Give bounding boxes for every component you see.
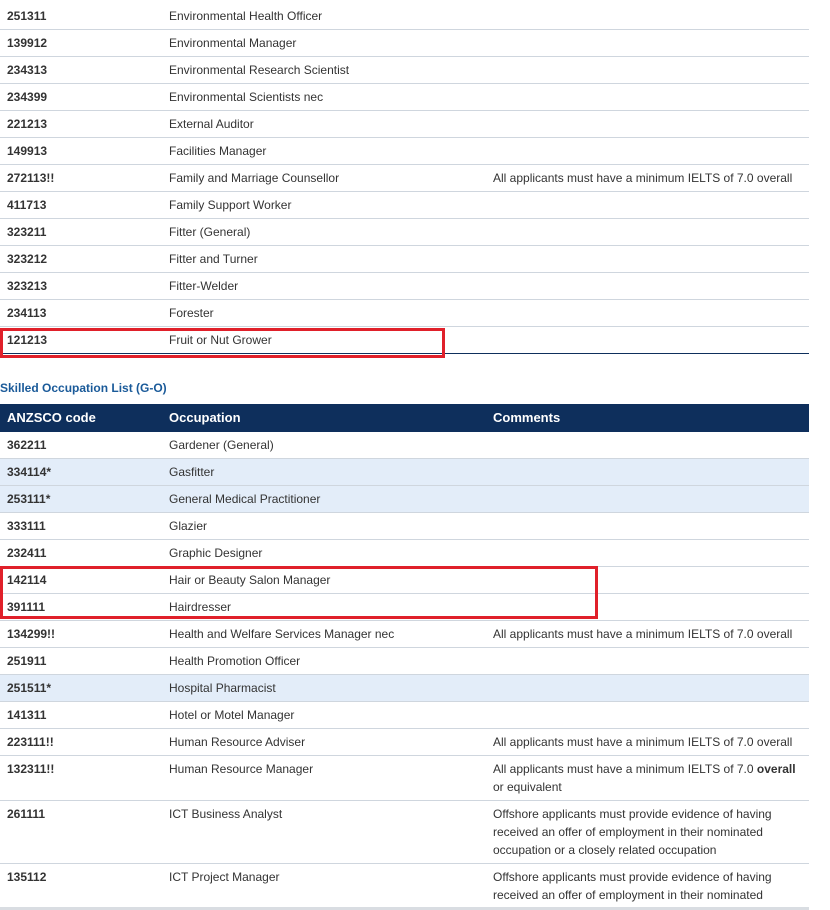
occupation-name: Health Promotion Officer [169, 654, 301, 668]
occupation-name: ICT Project Manager [169, 870, 280, 884]
comment [493, 30, 803, 34]
occupation-name: Gasfitter [169, 465, 215, 479]
occupation-name: Facilities Manager [169, 144, 267, 158]
anzsco-code: 149913 [7, 144, 48, 158]
table-row [0, 459, 809, 486]
table-row [0, 273, 809, 300]
occupation-name: Human Resource Manager [169, 762, 314, 776]
comment [493, 540, 803, 544]
occupation-name: Family Support Worker [169, 198, 292, 212]
anzsco-code: 251311 [7, 9, 47, 23]
occupation-name: Hairdresser [169, 600, 232, 614]
occupation-name: Gardener (General) [169, 438, 274, 452]
anzsco-code: 253111* [7, 492, 51, 506]
anzsco-code: 251511* [7, 681, 52, 695]
anzsco-code: 234113 [7, 306, 47, 320]
table-row [0, 621, 809, 648]
comment [493, 648, 803, 652]
occupation-name: Family and Marriage Counsellor [169, 171, 340, 185]
anzsco-code: 333111 [7, 519, 46, 533]
table-header [0, 404, 809, 432]
anzsco-code: 232411 [7, 546, 47, 560]
occupation-name: Graphic Designer [169, 546, 263, 560]
comment [493, 84, 803, 88]
table-row [0, 84, 809, 111]
anzsco-code: 221213 [7, 117, 48, 131]
comment [493, 300, 803, 304]
occupation-name: Environmental Scientists nec [169, 90, 324, 104]
occupation-name: Fitter (General) [169, 225, 251, 239]
anzsco-code: 139912 [7, 36, 48, 50]
table-row [0, 219, 809, 246]
occupation-name: Human Resource Adviser [169, 735, 306, 749]
occupation-name: Environmental Manager [169, 36, 297, 50]
comment [493, 57, 803, 61]
comment-bold: overall [756, 762, 796, 776]
table-row [0, 567, 809, 594]
anzsco-code: 323212 [7, 252, 48, 266]
comment: Offshore applicants must provide evidence of having received an offer of employment in their nominated occupation or a closely related occupation [493, 807, 772, 857]
table-row [0, 540, 809, 567]
comment [493, 594, 803, 598]
comment: All applicants must have a minimum IELTS of 7.0 overall [493, 171, 793, 185]
occupation-name: Health and Welfare Services Manager nec [169, 627, 395, 641]
anzsco-code: 223111!! [7, 735, 54, 749]
comment [493, 111, 803, 115]
comment: All applicants must have a minimum IELTS of 7.0 overall [493, 627, 793, 641]
anzsco-code: 391111 [7, 600, 46, 614]
anzsco-code: 323213 [7, 279, 48, 293]
comment [493, 432, 803, 436]
comment [493, 513, 803, 517]
anzsco-code: 234399 [7, 90, 48, 104]
table-row [0, 246, 809, 273]
top-table [0, 3, 809, 354]
comment [493, 675, 803, 679]
anzsco-code: 234313 [7, 63, 48, 77]
comment [493, 138, 803, 142]
anzsco-code: 141311 [7, 708, 47, 722]
comment [493, 219, 803, 223]
occupation-name: General Medical Practitioner [169, 492, 321, 506]
anzsco-code: 261111 [7, 807, 46, 821]
occupation-name: Fitter and Turner [169, 252, 258, 266]
occupation-name: Hospital Pharmacist [169, 681, 276, 695]
occupation-name: Hair or Beauty Salon Manager [169, 573, 331, 587]
comment [493, 459, 803, 463]
anzsco-code: 272113!! [7, 171, 55, 185]
table-row [0, 111, 809, 138]
anzsco-code: 132311!! [7, 762, 55, 776]
occupation-name: External Auditor [169, 117, 254, 131]
table-row [0, 648, 809, 675]
section-title: Skilled Occupation List (G-O) [0, 381, 167, 395]
comment [493, 3, 803, 7]
header-occupation: Occupation [169, 410, 241, 425]
table-row [0, 675, 809, 702]
anzsco-code: 135112 [7, 870, 47, 884]
anzsco-code: 362211 [7, 438, 47, 452]
table-row [0, 594, 809, 621]
comment [493, 327, 803, 331]
table-row [0, 801, 809, 864]
table-row [0, 300, 809, 327]
comment [493, 486, 803, 490]
anzsco-code: 121213 [7, 333, 48, 347]
table-row [0, 702, 809, 729]
table-row [0, 165, 809, 192]
anzsco-code: 334114* [7, 465, 52, 479]
occupation-name: Hotel or Motel Manager [169, 708, 295, 722]
table-row [0, 432, 809, 459]
table-row [0, 30, 809, 57]
occupation-name: Glazier [169, 519, 208, 533]
table-row [0, 57, 809, 84]
anzsco-code: 251911 [7, 654, 47, 668]
occupation-name: Environmental Health Officer [169, 9, 323, 23]
comment [493, 702, 803, 706]
comment [493, 192, 803, 196]
table-row [0, 756, 809, 801]
occupation-name: Fitter-Welder [169, 279, 239, 293]
anzsco-code: 142114 [7, 573, 47, 587]
comment [493, 756, 803, 796]
header-code: ANZSCO code [7, 410, 96, 425]
comment [493, 246, 803, 250]
table-row [0, 864, 809, 909]
anzsco-code: 323211 [7, 225, 47, 239]
table-row [0, 3, 809, 30]
comment: All applicants must have a minimum IELTS of 7.0 overall [493, 735, 793, 749]
occupation-table [0, 404, 809, 909]
table-row [0, 138, 809, 165]
header-comments: Comments [493, 410, 561, 425]
comment [493, 567, 803, 571]
anzsco-code: 411713 [7, 198, 47, 212]
occupation-name: Environmental Research Scientist [169, 63, 350, 77]
anzsco-code: 134299!! [7, 627, 56, 641]
table-row [0, 486, 809, 513]
table-row [0, 729, 809, 756]
comment: Offshore applicants must provide evidence of having received an offer of employment in their nominated [493, 870, 772, 902]
table-row [0, 327, 809, 354]
table-row [0, 192, 809, 219]
table-row [0, 513, 809, 540]
comment-text: All applicants must have a minimum IELTS of 7.0 [493, 762, 757, 776]
occupation-name: Forester [169, 306, 214, 320]
occupation-name: Fruit or Nut Grower [169, 333, 272, 347]
comment-text-2: or equivalent [493, 780, 562, 794]
comment [493, 273, 803, 277]
occupation-name: ICT Business Analyst [169, 807, 283, 821]
